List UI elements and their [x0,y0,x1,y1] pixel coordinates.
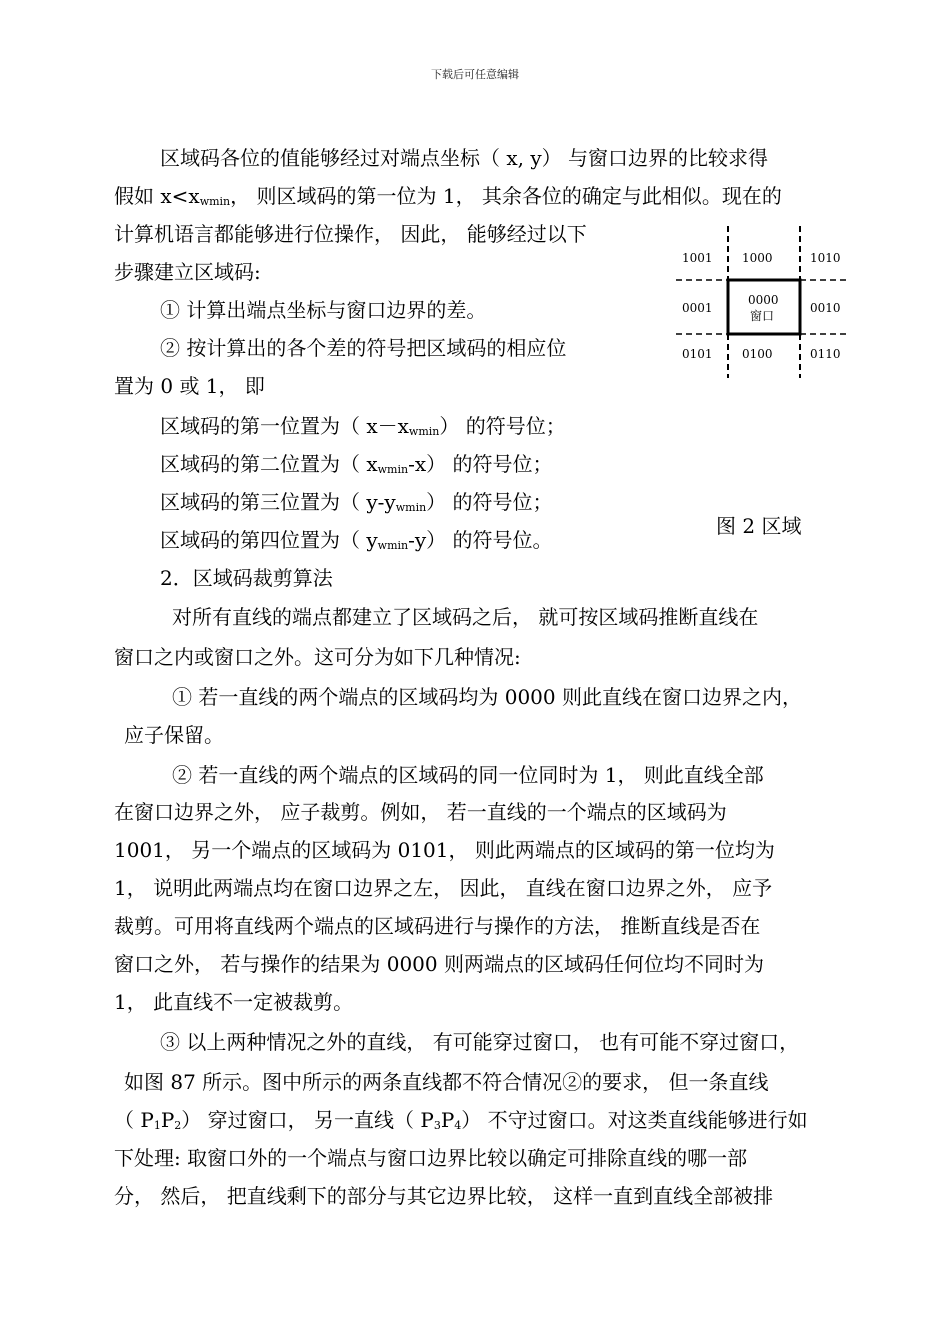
formula-line: 区域码的第二位置为（ $x_{wmin}-x$） 的符号位； [160,452,553,476]
section-heading: 2．区域码裁剪算法 [160,566,333,590]
paragraph-line: 下处理: 取窗口外的一个端点与窗口边界比较以确定可排除直线的哪一部 [114,1146,748,1170]
paragraph-line: 裁剪。可用将直线两个端点的区域码进行与操作的方法， 推断直线是否在 [114,914,761,938]
code-label: 1000 [742,251,773,265]
formula-line: 区域码的第三位置为（ $y-y_{wmin}$） 的符号位； [160,490,553,514]
paragraph-line: 窗口之外， 若与操作的结果为 0000 则两端点的区域码任何位均不同时为 [114,952,764,976]
code-label: 0110 [810,347,841,361]
list-item: ① 若一直线的两个端点的区域码均为 0000 则此直线在窗口边界之内， [172,685,802,709]
paragraph-line: 计算机语言都能够进行位操作， 因此， 能够经过以下 [114,222,587,246]
formula-line: 区域码的第四位置为（ $y_{wmin}-y$） 的符号位。 [160,528,553,552]
figure-caption: 图 2 区域 [716,514,802,538]
paragraph-line: 1001， 另一个端点的区域码为 0101， 则此两端点的区域码的第一位均为 [114,838,775,862]
list-item: ② 若一直线的两个端点的区域码的同一位同时为 1， 则此直线全部 [172,763,764,787]
page-header: 下载后可任意编辑 [431,68,519,81]
paragraph-line: 区域码各位的值能够经过对端点坐标（ x, y） 与窗口边界的比较求得 [160,146,769,170]
region-code-figure [672,222,850,382]
code-label: 0000 [748,293,779,307]
code-label: 0101 [682,347,713,361]
paragraph-line: 假如 $x<x_{wmin}$， 则区域码的第一位为 1， 其余各位的确定与此相似。现在的 [114,184,782,208]
list-item: ① 计算出端点坐标与窗口边界的差。 [160,298,487,322]
code-label: 0001 [682,301,713,315]
paragraph-line: 1， 此直线不一定被裁剪。 [114,990,354,1014]
paragraph-line: 步骤建立区域码: [114,260,261,284]
code-label: 1010 [810,251,841,265]
paragraph-line: 对所有直线的端点都建立了区域码之后， 就可按区域码推断直线在 [172,605,759,629]
paragraph-line: 分， 然后， 把直线剩下的部分与其它边界比较， 这样一直到直线全部被排 [114,1184,774,1208]
paragraph-line: 应子保留。 [124,723,224,747]
formula-line: 区域码的第一位置为（ $x-x_{wmin}$） 的符号位； [160,414,566,438]
paragraph-line: 如图 87 所示。图中所示的两条直线都不符合情况②的要求， 但一条直线 [124,1070,769,1094]
paragraph-line: 在窗口边界之外， 应子裁剪。例如， 若一直线的一个端点的区域码为 [114,800,727,824]
code-label: 0010 [810,301,841,315]
window-label: 窗口 [750,309,775,323]
list-item: ③ 以上两种情况之外的直线， 有可能穿过窗口， 也有可能不穿过窗口， [160,1030,800,1054]
list-item: ② 按计算出的各个差的符号把区域码的相应位 [160,336,567,360]
paragraph-line: 置为 0 或 1， 即 [114,374,265,398]
paragraph-line: 窗口之内或窗口之外。这可分为如下几种情况: [114,645,521,669]
code-label: 1001 [682,251,713,265]
paragraph-line: （ $P_1P_2$） 穿过窗口， 另一直线（ $P_3P_4$） 不守过窗口。对这类直线能够进行如 [114,1108,808,1132]
paragraph-line: 1， 说明此两端点均在窗口边界之左， 因此， 直线在窗口边界之外， 应予 [114,876,773,900]
window-rect [728,280,800,334]
code-label: 0100 [742,347,773,361]
